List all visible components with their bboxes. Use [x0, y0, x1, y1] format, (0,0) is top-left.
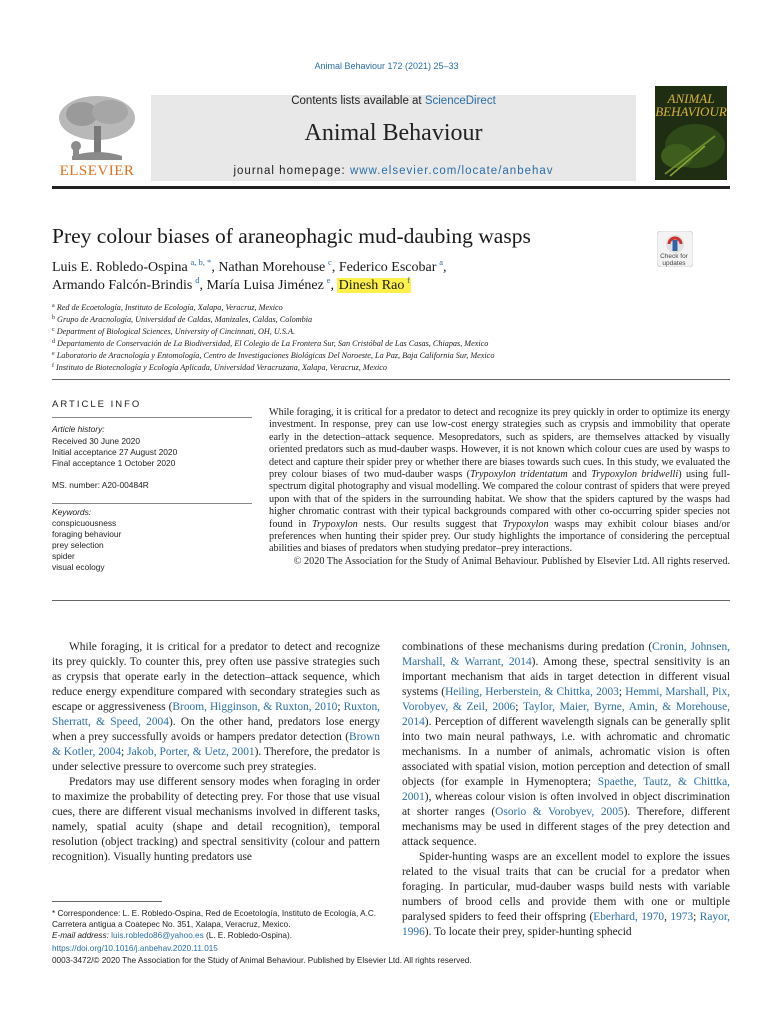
keywords-label: Keywords:: [52, 507, 92, 517]
author-affiliation-marker[interactable]: d: [195, 275, 200, 285]
author-name[interactable]: Federico Escobar: [338, 260, 437, 275]
author-separator: ,: [199, 278, 207, 293]
author-separator: ,: [331, 260, 339, 275]
email-label: E-mail address:: [52, 931, 112, 940]
genus-name: Trypoxylon: [311, 518, 358, 530]
body-column-left: [52, 640, 380, 865]
email-link[interactable]: luis.robledo86@yahoo.es: [111, 931, 204, 940]
final-acceptance-date: Final acceptance 1 October 2020: [52, 458, 176, 468]
affiliation-key: e: [52, 351, 55, 357]
author-separator: ,: [330, 278, 338, 293]
genus-name: Trypoxylon: [502, 518, 549, 530]
issn-copyright: 0003-3472/© 2020 The Association for the Study of Animal Behaviour. Published by Elsevier Ltd. All rights reserved.: [52, 956, 472, 965]
correspondence-text: * Correspondence: L. E. Robledo-Ospina, Red de Ecoetología, Instituto de Ecología, A.C. Carretera antigua a Coatepec No. 351, Xalapa, Veracruz, Mexico.: [52, 909, 377, 929]
affiliation-text: Departamento de Conservación de La Biodiversidad, El Colegio de La Frontera Sur, San Cristóbal de Las Casas, Chiapas, Mexico: [57, 339, 489, 348]
correspondence-footnote: [52, 908, 380, 941]
citation-link[interactable]: Ruxton, Sherratt, & Speed, 2004: [52, 701, 380, 728]
abstract-divider: [52, 600, 730, 601]
author-separator: ,: [211, 260, 219, 275]
author-affiliation-marker[interactable]: a: [439, 257, 443, 267]
article-info-divider: [52, 417, 252, 418]
author-affiliation-marker[interactable]: a, b, *: [190, 257, 212, 267]
affiliation-text: Red de Ecoetología, Instituto de Ecología, Xalapa, Veracruz, Mexico: [56, 303, 283, 312]
author-name[interactable]: Nathan Morehouse: [218, 260, 326, 275]
article-history-label: Article history:: [52, 424, 105, 434]
crossmark-label: Check for updates: [660, 253, 688, 267]
author-affiliation-marker[interactable]: e: [326, 275, 331, 285]
body-column-right: [402, 640, 730, 940]
email-suffix: (L. E. Robledo-Ospina).: [203, 931, 292, 940]
affiliation-text: Department of Biological Sciences, University of Cincinnati, OH, U.S.A.: [56, 327, 296, 336]
author-name[interactable]: Luis E. Robledo-Ospina: [52, 260, 188, 275]
citation-link[interactable]: Broom, Higginson, & Ruxton, 2010: [172, 701, 338, 713]
author-list-line-2: [52, 275, 411, 294]
citation-link[interactable]: Osorio & Vorobyev, 2005: [495, 806, 624, 818]
abstract-text: nests. Our results suggest that: [357, 518, 503, 530]
journal-homepage-link[interactable]: www.elsevier.com/locate/anbehav: [349, 165, 554, 177]
author-name[interactable]: Dinesh Rao: [338, 278, 405, 293]
abstract-text: and: [567, 469, 592, 481]
citation-link[interactable]: Taylor, Maier, Byrne, Amin, & Morehouse, 2014: [402, 701, 730, 728]
abstract-text: While foraging, it is critical for a predator to detect and recognize its prey quickly in order to optimize its energy investment. In response, prey can use low-cost energy strategies such as crypsis and immobility that operate early in the detection–attack sequence. Mesopredators, such as spiders, are themselves attacked by visually oriented predators such as mud-dauber wasps. However, it is not known which colour cues are used by wasps to detect and capture their spider prey or whether there are biases towards such cues. In this study, we evaluated the prey colour biases of two mud-dauber wasps (: [269, 407, 730, 481]
keyword-item: conspicuousness: [52, 518, 117, 528]
citation-link[interactable]: Spaethe, Tautz, & Chittka, 2001: [402, 776, 731, 803]
contents-line: [151, 95, 636, 107]
affiliation-item: [52, 363, 387, 372]
species-name: Trypoxylon tridentatum: [469, 469, 568, 481]
affiliation-key: a: [52, 303, 55, 309]
affiliation-item: [52, 303, 283, 312]
keywords-divider: [52, 503, 252, 504]
affiliation-item: [52, 339, 488, 348]
journal-homepage-line: [151, 165, 636, 177]
citation-link[interactable]: Rayor, 1996: [402, 911, 731, 938]
affiliation-key: c: [52, 327, 55, 333]
body-paragraph: While foraging, it is critical for a predator to detect and recognize its prey quickly. To counter this, prey often use passive strategies such as crypsis that operate early in the detection–attack sequence, which reduce energy expenditure compared with secondary strategies such as escape or aggressiveness (Broom, Higginson, & Ruxton, 2010; Ruxton, Sherratt, & Speed, 2004). On the other hand, predators lose energy when a prey successfully avoids or hampers predator detection (Brown & Kotler, 2004; Jakob, Porter, & Uetz, 2001). Therefore, the predator is under selective pressure to overcome such prey strategies.: [52, 641, 381, 773]
received-date: Received 30 June 2020: [52, 436, 141, 446]
journal-cover-image[interactable]: [655, 86, 727, 180]
affiliations-divider: [52, 379, 730, 380]
keyword-item: visual ecology: [52, 562, 105, 572]
affiliation-key: d: [52, 339, 55, 345]
body-paragraph: Predators may use different sensory modes when foraging in order to maximize the probability of detecting prey. For those that use visual cues, there are different visual mechanisms involved in different tasks, namely, spatial acuity (shape and detail recognition), temporal resolution (object tracking) and spectral sensitivity (colour and pattern recognition). Visually hunting predators use: [52, 776, 380, 863]
affiliation-text: Laboratorio de Aracnología y Entomología, Centro de Investigaciones Biológicas Del Noroeste, La Paz, Baja California Sur, Mexico: [56, 351, 495, 360]
citation-link[interactable]: Heiling, Herberstein, & Chittka, 2003: [445, 686, 619, 698]
affiliation-key: f: [52, 363, 54, 369]
affiliation-item: [52, 315, 312, 324]
affiliation-item: [52, 351, 494, 360]
author-affiliation-marker[interactable]: f: [407, 275, 410, 285]
cover-title: ANIMAL BEHAVIOUR: [655, 91, 727, 119]
author-name[interactable]: Armando Falcón-Brindis: [52, 278, 193, 293]
affiliation-text: Instituto de Biotecnología y Ecología Aplicada, Universidad Veracruzana, Xalapa, Veracruz, Mexico: [56, 363, 387, 372]
highlighted-author: [337, 275, 411, 293]
abstract-text: ) using full-spectrum digital photography and visual modelling. We compared the colour contrast of spiders that were preyed upon with that of the spiders in the surrounding habitat. We show that the spiders captured by the wasps had higher chromatic contrast with their typical backgrounds compared with other co-occurring spider species not found in: [269, 469, 730, 530]
journal-title: Animal Behaviour: [304, 120, 483, 146]
abstract: [269, 407, 730, 568]
affiliation-item: [52, 327, 295, 336]
keyword-item: spider: [52, 551, 75, 561]
abstract-text: wasps may exhibit colour biases and/or preferences when hunting their spider prey. Our study highlights the importance of considering the perceptual abilities and biases of predators when studying predator–prey interactions.: [269, 518, 730, 555]
article-title: Prey colour biases of araneophagic mud-daubing wasps: [52, 224, 531, 248]
author-name[interactable]: María Luisa Jiménez: [206, 278, 324, 293]
header-divider: [52, 186, 730, 189]
body-paragraph: Spider-hunting wasps are an excellent model to explore the issues related to the visual traits that can be crucial for a predator when foraging. In particular, mud-dauber wasps build nests with variable numbers of brood cells and provide them with one or multiple paralysed spiders to feed their offspring (Eberhard, 1970, 1973; Rayor, 1996). To locate their prey, spider-hunting sphecid: [402, 851, 731, 938]
article-info-heading: ARTICLE INFO: [52, 399, 142, 410]
citation-link[interactable]: 1973: [670, 911, 694, 923]
citation-link[interactable]: Hemmi, Marshall, Pix, Vorobyev, & Zeil, 2006: [402, 686, 730, 713]
species-name: Trypoxylon bridwelli: [591, 469, 679, 481]
manuscript-number: MS. number: A20-00484R: [52, 480, 149, 490]
elsevier-wordmark: ELSEVIER: [59, 163, 135, 179]
citation-link[interactable]: Eberhard, 1970: [593, 911, 665, 923]
sciencedirect-link[interactable]: ScienceDirect: [424, 95, 496, 107]
author-list-line-1: [52, 257, 447, 276]
initial-acceptance-date: Initial acceptance 27 August 2020: [52, 447, 178, 457]
author-affiliation-marker[interactable]: c: [328, 257, 332, 267]
author-separator: ,: [443, 260, 447, 275]
citation-link[interactable]: Brown & Kotler, 2004: [52, 731, 380, 758]
contents-prefix: Contents lists available at: [291, 95, 425, 107]
citation-link[interactable]: Jakob, Porter, & Uetz, 2001: [127, 746, 255, 758]
citation-link[interactable]: Cronin, Johnsen, Marshall, & Warrant, 2014: [402, 641, 730, 668]
email-line: [52, 930, 380, 941]
affiliation-key: b: [52, 315, 55, 321]
body-paragraph: combinations of these mechanisms during predation (Cronin, Johnsen, Marshall, & Warrant, 2014). Among these, spectral sensitivity is an important mechanism that aids in target detection in different visual systems (Heiling, Herberstein, & Chittka, 2003; Hemmi, Marshall, Pix, Vorobyev, & Zeil, 2006; Taylor, Maier, Byrne, Amin, & Morehouse, 2014). Perception of different wavelength signals can be generally split into two main neural pathways, i.e. with achromatic and chromatic mechanisms. In a number of animals, achromatic vision is often associated with spatial vision, motion perception and detection of small objects (for example in Hymenoptera; Spaethe, Tautz, & Chittka, 2001), whereas colour vision is often involved in object discrimination at shorter ranges (Osorio & Vorobyev, 2005). Therefore, different mechanisms may be used in different stages of the prey detection and attack sequence.: [402, 641, 731, 848]
keyword-item: prey selection: [52, 540, 104, 550]
footnote-divider: [52, 901, 162, 902]
homepage-prefix: journal homepage:: [233, 165, 350, 177]
affiliation-text: Grupo de Aracnología, Universidad de Caldas, Manizales, Caldas, Colombia: [57, 315, 313, 324]
keyword-item: foraging behaviour: [52, 529, 122, 539]
abstract-copyright: © 2020 The Association for the Study of Animal Behaviour. Published by Elsevier Ltd. All rights reserved.: [293, 555, 730, 567]
doi-link[interactable]: https://doi.org/10.1016/j.anbehav.2020.11.015: [52, 944, 218, 953]
journal-citation[interactable]: Animal Behaviour 172 (2021) 25–33: [314, 61, 459, 71]
